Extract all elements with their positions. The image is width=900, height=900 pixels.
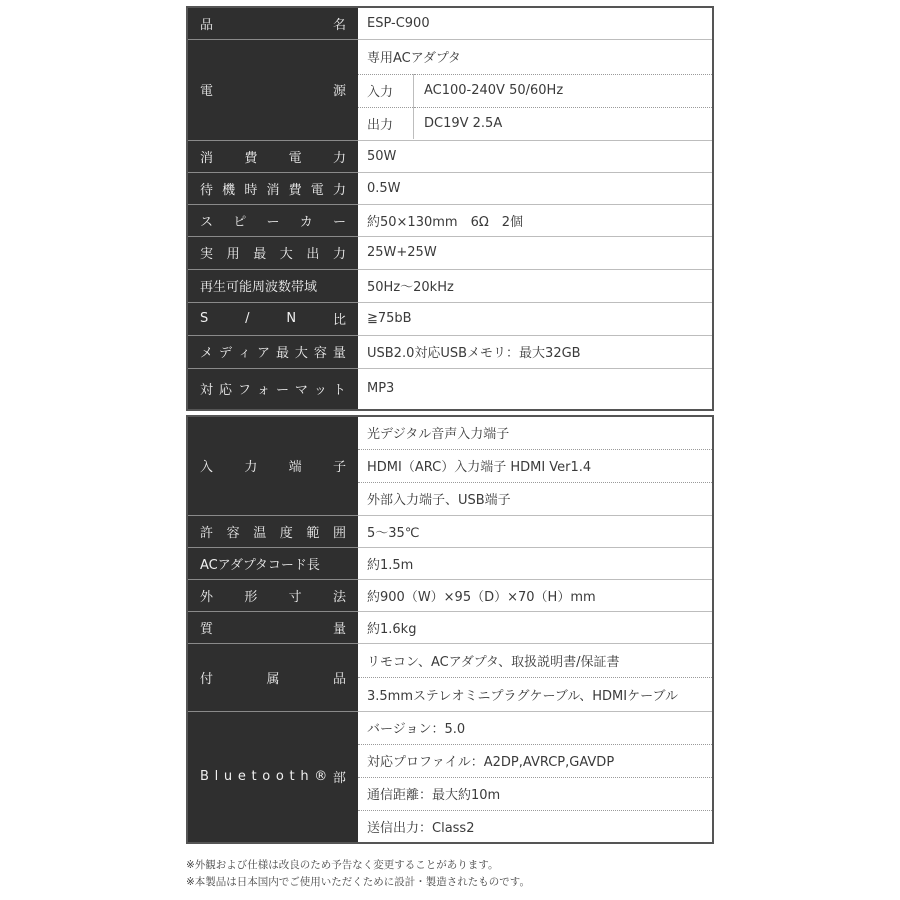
row-value: 3.5mmステレオミニプラグケーブル、HDMIケーブル [358,677,713,711]
table-row [187,611,713,643]
label-char: 法 [332,589,346,605]
table-row [187,416,713,449]
label-char: ア [256,346,270,361]
label-char: 機 [222,182,236,198]
label-char: 時 [244,182,258,198]
label-char: カ [299,214,313,230]
label-char: o [262,769,271,785]
label-char: 範 [306,525,320,541]
label-char: 最 [253,247,267,262]
table-row [187,172,713,204]
label-char: マ [294,383,308,399]
spec-table-2 [186,415,714,844]
row-label [187,172,358,204]
power-adapter: 専用ACアダプタ [358,40,712,74]
row-value [358,39,713,140]
table-row [187,236,713,269]
label-char: 度 [279,525,293,541]
label-char: ピ [233,214,247,230]
label-char: ACアダプタコード長 [200,557,320,573]
label-char: 端 [288,460,302,476]
label-char: t [251,769,257,785]
table-row [187,269,713,302]
row-value: 対応プロファイル：A2DP,AVRCP,GAVDP [358,744,713,777]
label-char: ト [332,383,346,399]
label-char: 質 [200,621,214,637]
row-value: 約1.5m [358,547,713,579]
label-char: 属 [266,671,280,687]
row-label [187,335,358,368]
row-label [187,302,358,335]
label-char: N [286,311,297,326]
label-char: 用 [226,247,240,262]
row-label [187,269,358,302]
power-input-label: 入力 [358,74,414,107]
label-char: 電 [200,84,214,99]
label-char: 量 [332,346,346,361]
power-subtable [358,40,712,139]
label-char: 電 [310,182,324,198]
label-char: 子 [332,460,346,476]
label-char: デ [218,346,232,361]
label-char: 部 [332,771,346,787]
label-char: ー [275,383,289,399]
label-char: ォ [256,383,270,399]
label-char: 大 [294,346,308,361]
table-row [187,515,713,547]
label-char: t [289,769,295,785]
label-char: 名 [332,17,346,33]
footnote: ※外観および仕様は改良のため予告なく変更することがあります。 [186,859,499,871]
footnote: ※本製品は日本国内でご使用いただくために設計・製造されたものです。 [186,876,530,888]
label-char: ® [314,769,328,785]
row-label [187,515,358,547]
label-char: 温 [253,525,267,541]
row-label [187,416,358,515]
power-output-label: 出力 [358,107,414,139]
label-char: 費 [288,182,302,198]
table-row [187,140,713,172]
label-char: ッ [313,383,327,399]
power-input-value: AC100-240V 50/60Hz [414,74,713,107]
table-row [187,335,713,368]
table-row [187,643,713,677]
row-value: 50Hz〜20kHz [358,269,713,302]
label-char: 品 [332,671,346,687]
row-label [187,547,358,579]
table-row [187,302,713,335]
label-char: 実 [200,247,214,262]
row-value: 外部入力端子、USB端子 [358,482,713,515]
label-char: 出 [306,247,320,262]
label-char: 外 [200,589,214,605]
label-char: 比 [332,313,346,328]
label-char: 容 [226,525,240,541]
label-char: 再生可能周波数帯域 [200,280,318,295]
power-output-value: DC19V 2.5A [424,115,503,131]
row-label [187,204,358,236]
row-value: 光デジタル音声入力端子 [358,416,713,449]
label-char: 力 [244,460,258,476]
label-char: / [245,311,250,326]
row-label [187,368,358,410]
row-label [187,643,358,711]
footnotes [186,857,530,891]
label-char: 応 [218,383,232,399]
row-value: MP3 [367,381,395,397]
table-row [187,204,713,236]
label-char: ィ [237,346,251,361]
row-value: バージョン：5.0 [358,711,713,744]
label-char: B [200,769,209,785]
row-value: 50W [358,140,713,172]
label-char: 消 [200,150,214,166]
label-char: フ [237,383,251,399]
label-char: 対 [200,383,214,399]
label-char: 容 [313,346,327,361]
label-char: ー [332,214,346,230]
table-row [187,368,713,410]
table-row [187,7,713,39]
label-char: h [300,769,309,785]
row-value: 約900（W）×95（D）×70（H）mm [358,579,713,611]
label-char: 囲 [332,525,346,541]
row-label [187,579,358,611]
row-label [187,711,358,843]
table-row [187,39,713,140]
label-char: 源 [332,84,346,99]
table-row [187,547,713,579]
label-char: 大 [279,247,293,262]
row-value: 通信距離：最大約10m [358,777,713,810]
label-char: 力 [332,247,346,262]
table-row [187,579,713,611]
row-value: 約50×130mm 6Ω 2個 [358,204,713,236]
label-char: 量 [332,621,346,637]
label-char: e [237,769,246,785]
label-char: メ [200,346,214,361]
label-char: 寸 [288,589,302,605]
spec-table-1 [186,6,714,411]
label-char: 許 [200,525,214,541]
row-value: USB2.0対応USBメモリ：最大32GB [358,335,713,368]
label-char: 待 [200,182,214,198]
row-value: 送信出力：Class2 [367,820,475,836]
row-label [187,236,358,269]
label-char: 品 [200,17,214,33]
table-row [187,711,713,744]
row-label [187,611,358,643]
label-char: 電 [288,150,302,166]
label-char: ス [200,214,214,230]
row-value: 25W+25W [358,236,713,269]
label-char: S [200,311,209,326]
row-label [187,140,358,172]
row-value: 0.5W [358,172,713,204]
row-value: 5〜35℃ [358,515,713,547]
label-char: 費 [244,150,258,166]
row-value: リモコン、ACアダプタ、取扱説明書/保証書 [358,643,713,677]
label-char: 最 [275,346,289,361]
label-char: o [275,769,284,785]
label-char: ー [266,214,280,230]
label-char: 入 [200,460,214,476]
row-value: HDMI（ARC）入力端子 HDMI Ver1.4 [358,449,713,482]
row-label [187,7,358,39]
row-label [187,39,358,140]
label-char: u [223,769,233,785]
label-char: 付 [200,671,214,687]
row-value: ≧75bB [358,302,713,335]
label-char: 力 [332,182,346,198]
label-char: 消 [266,182,280,198]
label-char: l [214,769,219,785]
row-value: 約1.6kg [358,611,713,643]
row-value: ESP-C900 [358,7,713,39]
label-char: 形 [244,589,258,605]
label-char: 力 [332,150,346,166]
